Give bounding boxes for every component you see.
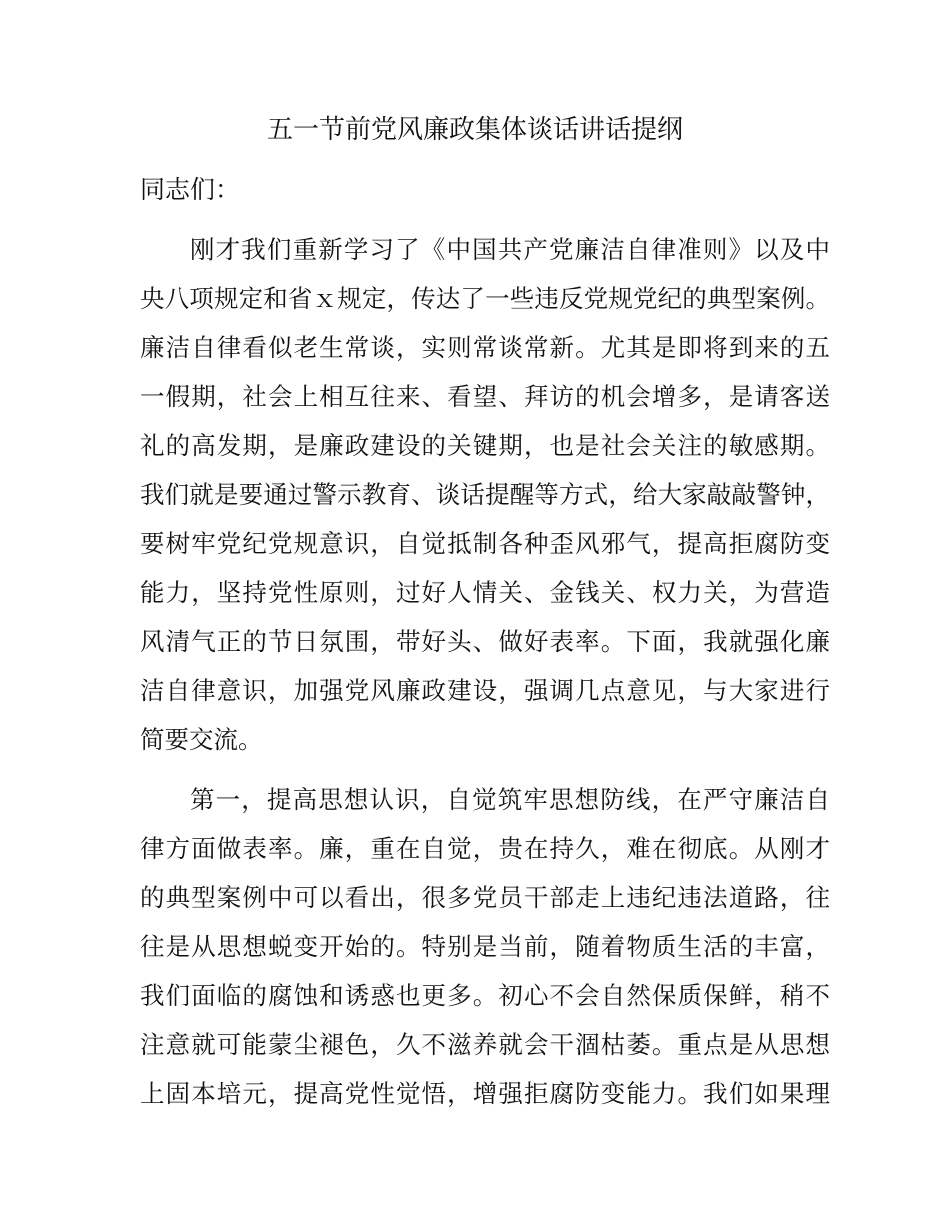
paragraph-line: 的典型案例中可以看出，很多党员干部走上违纪违法道路，往 xyxy=(140,883,830,912)
salutation: 同志们： xyxy=(140,175,241,204)
paragraph-line: 廉洁自律看似老生常谈，实则常谈常新。尤其是即将到来的五 xyxy=(140,333,830,362)
paragraph-line: 洁自律意识，加强党风廉政建设，强调几点意见，与大家进行 xyxy=(140,676,830,705)
paragraph-line: 我们就是要通过警示教育、谈话提醒等方式，给大家敲敲警钟， xyxy=(140,480,830,509)
paragraph-line: 刚才我们重新学习了《中国共产党廉洁自律准则》以及中 xyxy=(190,235,830,264)
paragraph-line: 一假期，社会上相互往来、看望、拜访的机会增多，是请客送 xyxy=(140,382,830,411)
paragraph-line: 能力，坚持党性原则，过好人情关、金钱关、权力关，为营造 xyxy=(140,578,830,607)
paragraph-line: 央八项规定和省ｘ规定，传达了一些违反党规党纪的典型案例。 xyxy=(140,284,830,313)
paragraph-2 xyxy=(140,775,830,1118)
paragraph-line: 往是从思想蜕变开始的。特别是当前，随着物质生活的丰富， xyxy=(140,932,830,961)
paragraph-line: 第一，提高思想认识，自觉筑牢思想防线，在严守廉洁自 xyxy=(190,785,830,814)
document-title: 五一节前党风廉政集体谈话讲话提纲 xyxy=(266,115,683,145)
paragraph-line: 我们面临的腐蚀和诱惑也更多。初心不会自然保质保鲜，稍不 xyxy=(140,981,830,1010)
paragraph-1 xyxy=(140,225,830,764)
paragraph-line: 礼的高发期，是廉政建设的关键期，也是社会关注的敏感期。 xyxy=(140,431,830,460)
paragraph-line: 风清气正的节日氛围，带好头、做好表率。下面，我就强化廉 xyxy=(140,627,830,656)
paragraph-line: 律方面做表率。廉，重在自觉，贵在持久，难在彻底。从刚才 xyxy=(140,834,830,863)
paragraph-line: 上固本培元，提高党性觉悟，增强拒腐防变能力。我们如果理 xyxy=(140,1079,830,1108)
paragraph-line: 注意就可能蒙尘褪色，久不滋养就会干涸枯萎。重点是从思想 xyxy=(140,1030,830,1059)
paragraph-line: 简要交流。 xyxy=(140,725,263,754)
paragraph-line: 要树牢党纪党规意识，自觉抵制各种歪风邪气，提高拒腐防变 xyxy=(140,529,830,558)
